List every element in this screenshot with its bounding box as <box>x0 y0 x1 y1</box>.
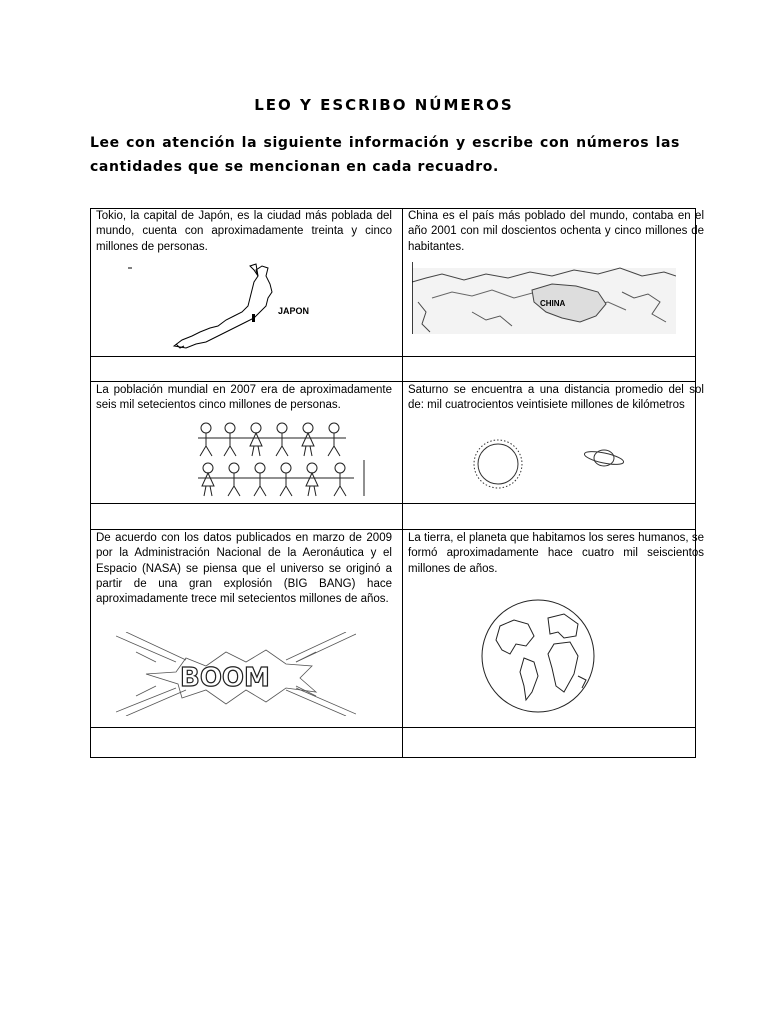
sun-and-saturn-icon <box>470 434 640 494</box>
answer-box-earth[interactable] <box>403 728 695 756</box>
answer-box-tokyo[interactable] <box>91 357 402 381</box>
cell-text-big-bang: De acuerdo con los datos publicados en marzo de 2009 por la Administración Nacional de la Aeronáutica y el Espacio (NASA) se piensa que el universo se originó a partir de una gran explosión (BIG BANG) hace aproximadamente trece mil setecientos millones de años. <box>96 532 392 606</box>
cell-text-world-population: La población mundial en 2007 era de aproximadamente seis mil setecientos cinco millones de personas. <box>96 384 392 412</box>
cell-text-china: China es el país más poblado del mundo, contaba en el año 2001 con mil doscientos ochenta y cinco millones de habitantes. <box>408 210 704 253</box>
answer-box-saturn[interactable] <box>403 504 695 529</box>
boom-explosion-icon <box>116 632 356 716</box>
answer-box-china[interactable] <box>403 357 695 381</box>
earth-globe-icon <box>478 596 598 716</box>
japan-map-label: JAPON <box>278 306 310 316</box>
answer-box-world-population[interactable] <box>91 504 402 529</box>
cell-text-saturn: Saturno se encuentra a una distancia promedio del sol de: mil cuatrocientos veintisiete millones de kilómetros <box>408 384 704 412</box>
answer-box-big-bang[interactable] <box>91 728 402 756</box>
people-holding-hands-icon <box>194 420 384 500</box>
exercise-table <box>90 208 704 758</box>
boom-label: BOOM <box>180 663 270 693</box>
cell-text-tokyo: Tokio, la capital de Japón, es la ciudad más poblada del mundo, cuenta con aproximadamente treinta y cinco millones de personas. <box>96 210 392 253</box>
japan-map-icon <box>126 262 326 352</box>
china-map-label: CHINA <box>540 299 566 308</box>
cell-text-earth: La tierra, el planeta que habitamos los seres humanos, se formó aproximadamente hace cuatro mil seiscientos millones de años. <box>408 532 704 575</box>
china-map-icon <box>412 262 676 334</box>
instructions: Lee con atención la siguiente información y escribe con números las cantidades que se mencionan en cada recuadro. <box>90 135 680 175</box>
page-title: LEO Y ESCRIBO NÚMEROS <box>254 96 514 114</box>
